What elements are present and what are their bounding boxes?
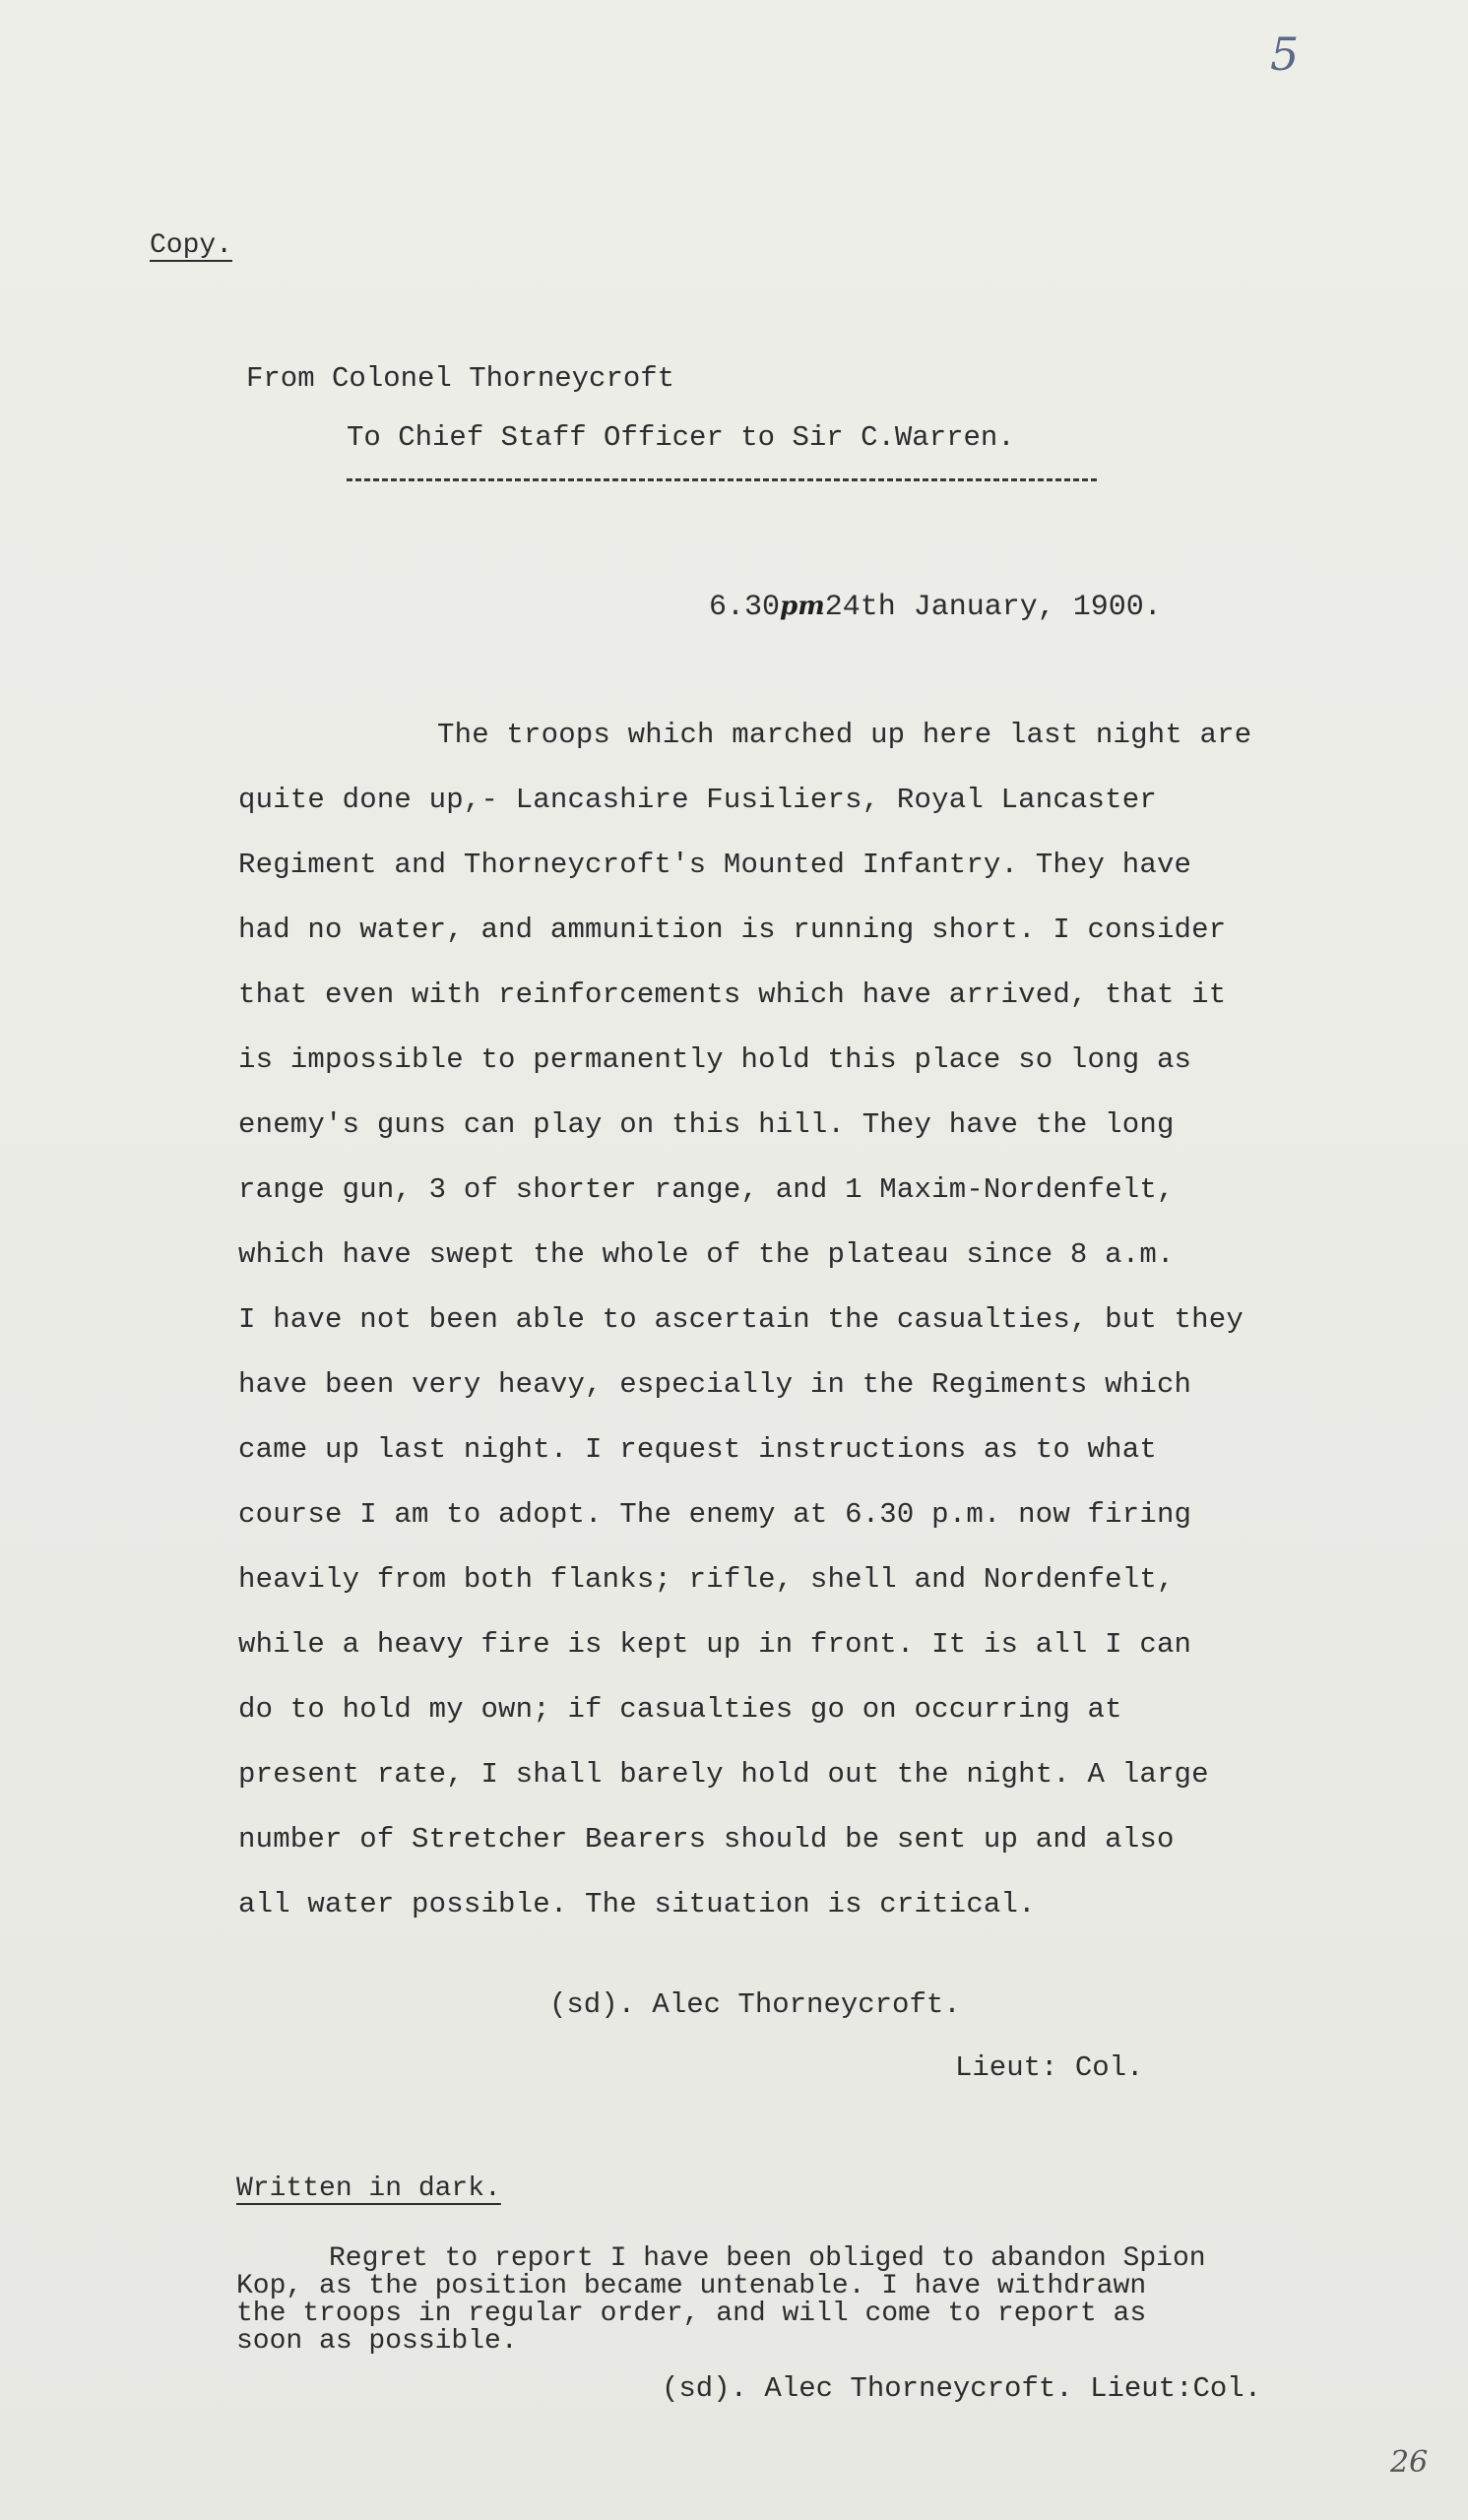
copy-heading: Copy. bbox=[150, 230, 233, 261]
from-line: From Colonel Thorneycroft bbox=[246, 362, 675, 395]
message-line: The troops which marched up here last night are bbox=[437, 719, 1252, 751]
message-line: enemy's guns can play on this hill. They have the long bbox=[238, 1108, 1175, 1141]
message-line: quite done up,- Lancashire Fusiliers, Royal Lancaster bbox=[238, 784, 1157, 816]
message-line: came up last night. I request instructions as to what bbox=[238, 1433, 1157, 1466]
message-line: which have swept the whole of the plateau since 8 a.m. bbox=[238, 1238, 1175, 1271]
message-line: Regiment and Thorneycroft's Mounted Infantry. They have bbox=[238, 849, 1192, 881]
message-line: course I am to adopt. The enemy at 6.30 p.m. now firing bbox=[238, 1498, 1192, 1531]
rank: Lieut: Col. bbox=[955, 2051, 1144, 2084]
message-line: that even with reinforcements which have arrived, that it bbox=[238, 978, 1227, 1011]
date-text: 24th January, 1900. bbox=[824, 591, 1162, 624]
date-meridiem-handwritten: pm bbox=[780, 592, 825, 621]
signature: (sd). Alec Thorneycroft. bbox=[549, 1988, 961, 2021]
message-line: have been very heavy, especially in the Regiments which bbox=[238, 1368, 1192, 1401]
page-number-mark: 5 bbox=[1270, 28, 1300, 81]
message-line: present rate, I shall barely hold out the night. A large bbox=[238, 1758, 1209, 1791]
message-line: heavily from both flanks; rifle, shell and Nordenfelt, bbox=[238, 1563, 1175, 1596]
folio-mark: 26 bbox=[1390, 2445, 1429, 2480]
postscript-line: the troops in regular order, and will come to report as bbox=[236, 2299, 1147, 2329]
message-line: had no water, and ammunition is running short. I consider bbox=[238, 914, 1227, 946]
message-line: is impossible to permanently hold this place so long as bbox=[238, 1043, 1192, 1076]
message-line: number of Stretcher Bearers should be sent up and also bbox=[238, 1823, 1175, 1856]
postscript-signature: (sd). Alec Thorneycroft. Lieut:Col. bbox=[662, 2372, 1262, 2405]
message-line: all water possible. The situation is critical. bbox=[238, 1888, 1036, 1921]
postscript-line: Regret to report I have been obliged to abandon Spion bbox=[329, 2243, 1206, 2274]
message-line: I have not been able to ascertain the casualties, but they bbox=[238, 1303, 1244, 1336]
message-line: while a heavy fire is kept up in front. It is all I can bbox=[238, 1628, 1192, 1661]
dashed-rule bbox=[347, 478, 1097, 481]
message-line: do to hold my own; if casualties go on occurring at bbox=[238, 1693, 1122, 1726]
date-line bbox=[709, 591, 1162, 624]
to-line: To Chief Staff Officer to Sir C.Warren. bbox=[347, 421, 1015, 454]
message-line: range gun, 3 of shorter range, and 1 Maxim-Nordenfelt, bbox=[238, 1173, 1175, 1206]
postscript-line: soon as possible. bbox=[236, 2326, 518, 2357]
postscript-heading: Written in dark. bbox=[236, 2174, 501, 2204]
postscript-line: Kop, as the position became untenable. I have withdrawn bbox=[236, 2271, 1147, 2301]
date-time: 6.30 bbox=[709, 591, 781, 624]
